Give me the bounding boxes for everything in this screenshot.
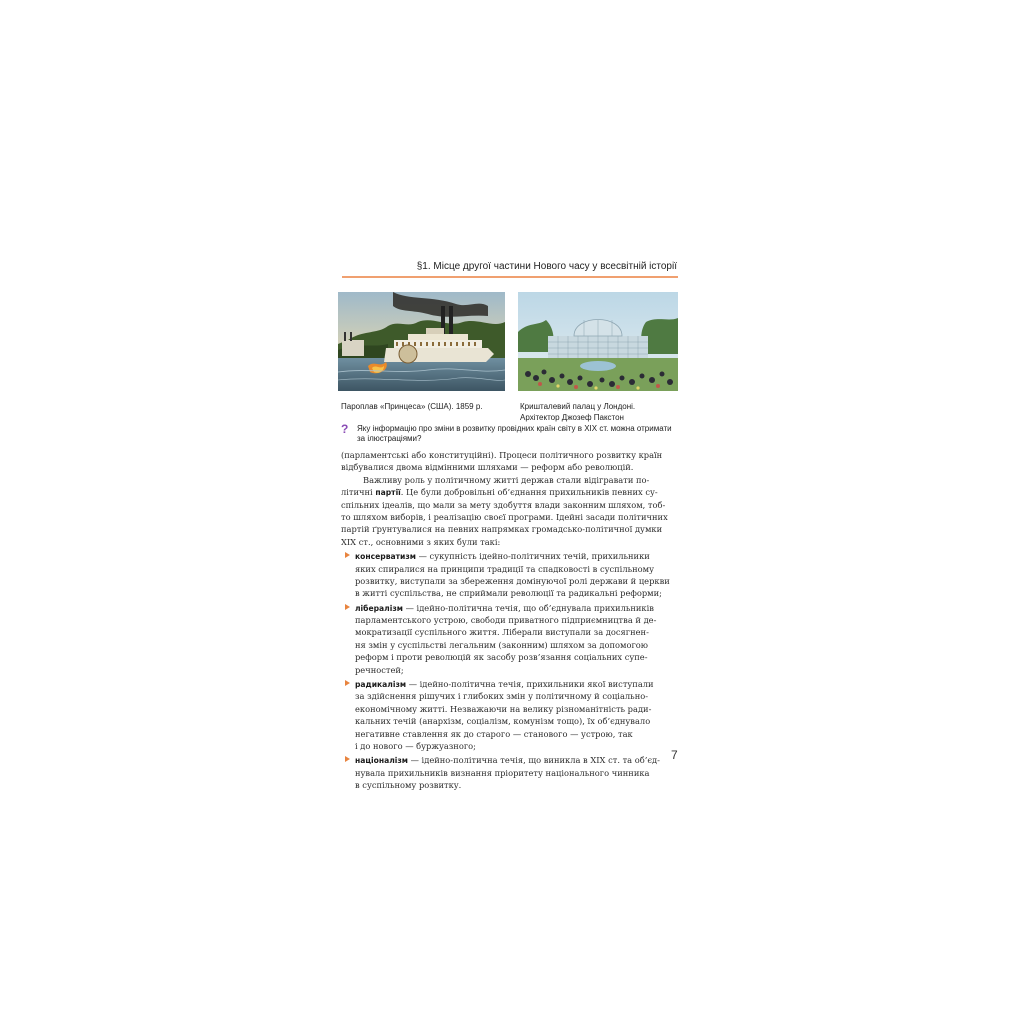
crystal-palace-picture [518, 292, 678, 391]
figure-caption-crystal-palace [520, 401, 680, 423]
term-nationalism: націоналізм [355, 756, 408, 766]
term-parties: партії [375, 488, 401, 498]
paragraph-line: спільних ідеалів, що мали за мету здобуття влади законним шляхом, тоб- [341, 499, 666, 510]
term-liberalism: лібералізм [355, 603, 403, 613]
discussion-question [341, 423, 679, 447]
crystal-palace-illustration [518, 292, 678, 391]
paragraph-line [341, 486, 681, 498]
paragraph-line: партій ґрунтувалися на певних напрямках громадсько-політичної думки [341, 524, 663, 535]
bullet-line: в суспільному розвитку. [355, 780, 462, 791]
text-run: — ідейно-політична течія, що виникла в XIX ст. та об’єд- [407, 755, 660, 766]
question-line: Яку інформацію про зміни в розвитку провідних країн світу в ХІХ ст. можна отримати [357, 424, 672, 433]
bullet-line [355, 602, 681, 614]
paragraph-line: Важливу роль у політичному житті держав стали відігравати по- [363, 474, 650, 485]
question-mark-icon: ? [341, 422, 349, 436]
bullet-line: кальних течій (анархізм, соціалізм, комунізм тощо), їх об’єднувало [355, 716, 651, 727]
bullet-line: розвитку, виступали за збереження домінуючої ролі держави й церкви [355, 575, 670, 586]
figure-caption-steamboat [341, 401, 511, 412]
bullet-line: речностей; [355, 664, 404, 675]
bullet-line: економічному житті. Незважаючи на велику різноманітність ради- [355, 703, 652, 714]
bullet-line: парламентського устрою, свободи приватного підприємництва й де- [355, 615, 657, 626]
bullet-line [355, 550, 681, 562]
bullet-line [355, 754, 681, 766]
paragraph-line: відбувалися двома відмінними шляхами — реформ або революцій. [341, 462, 634, 473]
text-run: — ідейно-політична течія, прихильники якої виступали [406, 679, 654, 690]
bullet-line: негативне ставлення як до старого — станового — устрою, так [355, 728, 633, 739]
bullet-arrow-icon [345, 552, 350, 558]
page-number: 7 [671, 748, 678, 762]
steamboat-illustration [338, 292, 505, 391]
paragraph-line: XIX ст., основними з яких були такі: [341, 536, 501, 547]
text-run: літичні [341, 487, 376, 498]
steamboat-picture [338, 292, 505, 391]
question-text [357, 424, 679, 444]
paragraph-line: то шляхом виборів, і реалізацію своєї програми. Ідейні засади політичних [341, 511, 668, 522]
caption-line: Кришталевий палац у Лондоні. [520, 402, 636, 411]
text-run: — сукупність ідейно-політичних течій, прихильники [415, 551, 650, 562]
question-line: за ілюстраціями? [357, 434, 422, 443]
bullet-conservatism [341, 550, 681, 600]
bullet-line: реформ і проти революцій як засобу розв’язання соціальних супе- [355, 652, 648, 663]
bullet-line: мократизації суспільного життя. Ліберали виступали за досягнен- [355, 627, 649, 638]
caption-line: Пароплав «Принцеса» (США). 1859 р. [341, 402, 483, 411]
bullet-radicalism [341, 678, 681, 752]
caption-line: Архітектор Джозеф Пакстон [520, 413, 624, 422]
running-header: §1. Місце другої частини Нового часу у всесвітній історії [416, 261, 677, 272]
bullet-nationalism [341, 754, 681, 791]
term-radicalism: радикалізм [355, 680, 407, 690]
main-text [341, 449, 681, 792]
bullet-arrow-icon [345, 604, 350, 610]
bullet-arrow-icon [345, 680, 350, 686]
bullet-arrow-icon [345, 756, 350, 762]
bullet-liberalism [341, 602, 681, 676]
text-run: . Це були добровільні об’єднання прихильників певних су- [400, 487, 658, 498]
bullet-line: і до нового — буржуазного; [355, 740, 476, 751]
text-run: — ідейно-політична течія, що об’єднувала прихильників [402, 602, 654, 613]
term-conservatism: консерватизм [355, 552, 416, 562]
bullet-line: в житті суспільства, не сприймали революції та радикальні реформи; [355, 588, 662, 599]
paragraph-line: (парламентські або конституційні). Процеси політичного розвитку країн [341, 450, 663, 460]
bullet-line: яких спиралися на принципи традиції та спадковості в суспільному [355, 563, 654, 574]
bullet-line [355, 678, 681, 690]
bullet-line: за здійснення рішучих і глибоких змін у політичному й соціально- [355, 691, 649, 702]
bullet-line: ня змін у суспільстві легальним (законним) шляхом за допомогою [355, 639, 649, 650]
bullet-line: нувала прихильників визнання пріоритету національного чинника [355, 767, 650, 778]
header-rule [342, 276, 678, 278]
